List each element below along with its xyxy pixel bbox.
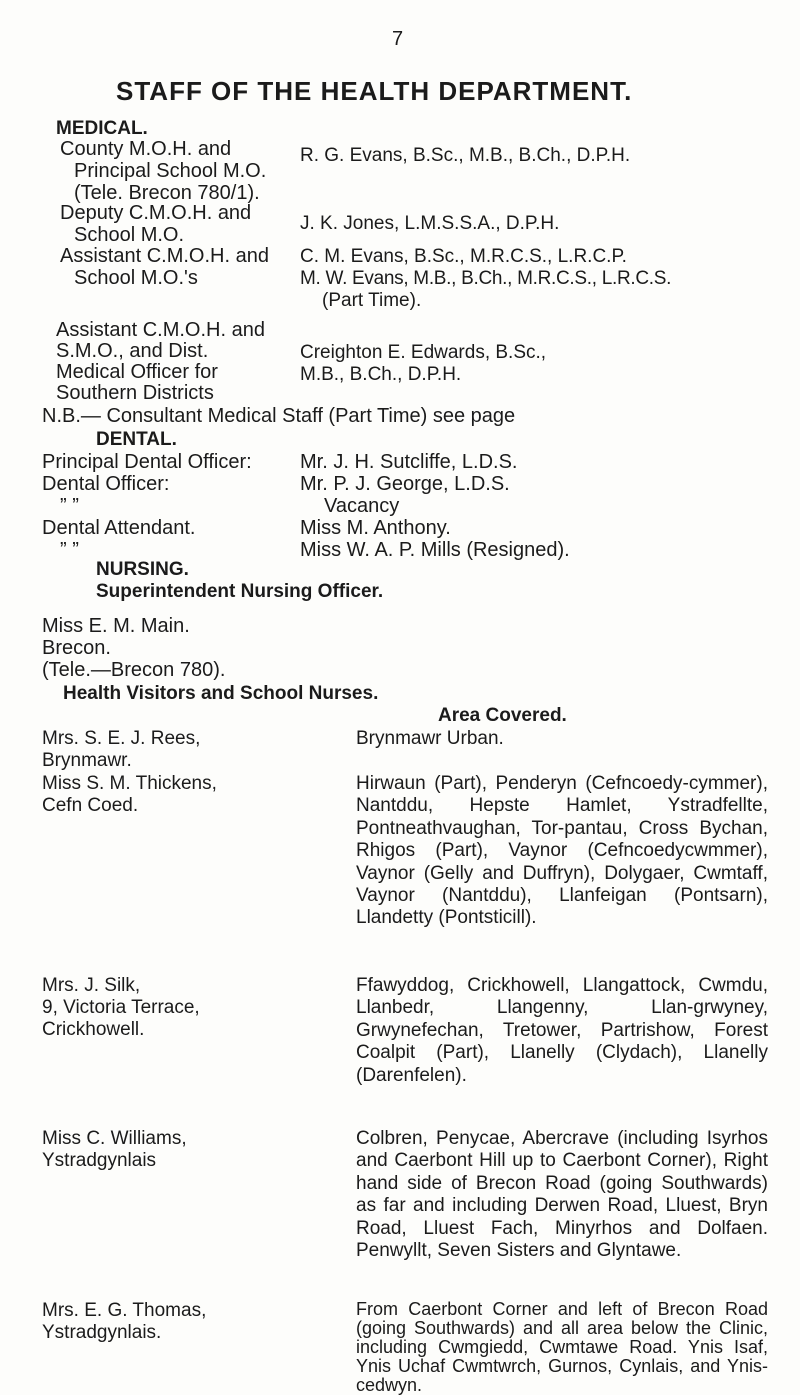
role-line: Principal School M.O.: [74, 160, 267, 182]
dental-role: ” ”: [60, 495, 79, 517]
medical-note: N.B.— Consultant Medical Staff (Part Time) see page: [42, 405, 516, 427]
nurse-name: [42, 773, 262, 817]
dental-role: ” ”: [60, 539, 79, 561]
medical-name: R. G. Evans, B.Sc., M.B., B.Ch., D.P.H.: [300, 145, 631, 166]
dental-name: Vacancy: [324, 495, 400, 517]
dental-heading: DENTAL.: [96, 429, 177, 450]
name-line: Creighton E. Edwards, B.Sc.,: [300, 342, 547, 363]
role-line: S.M.O., and Dist.: [56, 340, 209, 362]
nurse-name: [42, 975, 262, 1041]
nurse-name: [42, 1300, 262, 1344]
page-number: 7: [392, 28, 404, 50]
name-line: M. W. Evans, M.B., B.Ch., M.R.C.S., L.R.C.S.: [300, 268, 672, 289]
role-line: Deputy C.M.O.H. and: [60, 202, 252, 224]
nurse-name: [42, 1128, 262, 1172]
nurse-name-line: Cefn Coed.: [42, 795, 139, 816]
medical-role: [60, 202, 290, 246]
superintendent-details: [42, 615, 225, 681]
nurse-name-line: 9, Victoria Terrace,: [42, 997, 200, 1018]
role-line: Assistant C.M.O.H. and: [56, 319, 265, 341]
nurse-area: Ffawyddog, Crickhowell, Llangattock, Cwmdu, Llanbedr, Llangenny, Llan-grwyney, Grwynefechan, Tretower, Partrishow, Forest Coalpit (Part), Llanelly (Clydach), Llanelly (Darenfelen).: [356, 975, 768, 1086]
area-heading: Area Covered.: [438, 705, 567, 726]
medical-name: J. K. Jones, L.M.S.S.A., D.P.H.: [300, 213, 560, 234]
dental-names: [300, 451, 570, 561]
dental-roles: [42, 451, 302, 561]
role-line: Assistant C.M.O.H. and: [60, 245, 269, 267]
dental-role: Dental Officer:: [42, 473, 170, 495]
nurse-area: Colbren, Penycae, Abercrave (including Isyrhos and Caerbont Hill up to Caerbont Corner), Right hand side of Brecon Road (going Southwards) as far and including Derwen Road, Lluest, Bryn Road, Lluest Fach, Minyrhos and Dolfaen. Penwyllt, Seven Sisters and Glyntawe.: [356, 1128, 768, 1262]
nurse-name-line: Mrs. E. G. Thomas,: [42, 1300, 207, 1321]
name-line: C. M. Evans, B.Sc., M.R.C.S., L.R.C.P.: [300, 246, 627, 267]
dental-role: Dental Attendant.: [42, 517, 196, 539]
name-line: M.B., B.Ch., D.P.H.: [300, 364, 462, 385]
medical-role: [60, 138, 290, 204]
nursing-heading: NURSING.: [96, 559, 189, 580]
nurse-name-line: Ystradgynlais.: [42, 1322, 162, 1343]
nurse-name-line: Mrs. S. E. J. Rees,: [42, 728, 201, 749]
name-line: (Part Time).: [322, 290, 422, 311]
nurse-area: Brynmawr Urban.: [356, 728, 504, 749]
superintendent-heading: Superintendent Nursing Officer.: [96, 581, 384, 602]
nurse-name-line: Brynmawr.: [42, 750, 132, 771]
nurse-name-line: Mrs. J. Silk,: [42, 975, 141, 996]
medical-name: [300, 342, 546, 386]
role-line: Medical Officer for: [56, 361, 218, 383]
page-title: STAFF OF THE HEALTH DEPARTMENT.: [116, 76, 633, 106]
superintendent-line: (Tele.—Brecon 780).: [42, 659, 226, 681]
nurse-name-line: Miss S. M. Thickens,: [42, 773, 217, 794]
medical-name: [300, 246, 671, 312]
visitors-heading: Health Visitors and School Nurses.: [63, 683, 379, 704]
nurse-area: From Caerbont Corner and left of Brecon Road (going Southwards) and all area below the Clinic, including Cwmgiedd, Cwmtawe Road. Ynis Isaf, Ynis Uchaf Cwmtwrch, Gurnos, Cynlais, and Ynis-cedwyn.: [356, 1299, 768, 1395]
role-line: County M.O.H. and: [60, 138, 232, 160]
role-line: School M.O.: [74, 224, 185, 246]
dental-name: Miss M. Anthony.: [300, 517, 451, 539]
role-line: (Tele. Brecon 780/1).: [74, 182, 260, 204]
role-line: Southern Districts: [56, 382, 214, 404]
dental-name: Miss W. A. P. Mills (Resigned).: [300, 539, 570, 561]
medical-role: [60, 245, 290, 289]
nurse-area: Hirwaun (Part), Penderyn (Cefncoedy-cymmer), Nantddu, Hepste Hamlet, Ystradfellte, Pontneathvaughan, Tor-pantau, Cross Bychan, Rhigos (Part), Vaynor (Cefncoedycwmmer), Vaynor (Gelly and Duffryn), Dolygaer, Cwmtaff, Vaynor (Nantddu), Llanfeigan (Pontsarn), Llandetty (Pontsticill).: [356, 773, 768, 929]
nurse-name-line: Ystradgynlais: [42, 1150, 157, 1171]
superintendent-line: Brecon.: [42, 637, 111, 659]
nurse-name-line: Crickhowell.: [42, 1019, 145, 1040]
role-line: School M.O.'s: [74, 267, 198, 289]
dental-role: Principal Dental Officer:: [42, 451, 252, 473]
dental-name: Mr. P. J. George, L.D.S.: [300, 473, 510, 495]
nurse-name: [42, 728, 262, 772]
medical-heading: MEDICAL.: [56, 118, 148, 139]
medical-role: [56, 320, 296, 404]
superintendent-line: Miss E. M. Main.: [42, 615, 190, 637]
dental-name: Mr. J. H. Sutcliffe, L.D.S.: [300, 451, 518, 473]
nurse-name-line: Miss C. Williams,: [42, 1128, 187, 1149]
